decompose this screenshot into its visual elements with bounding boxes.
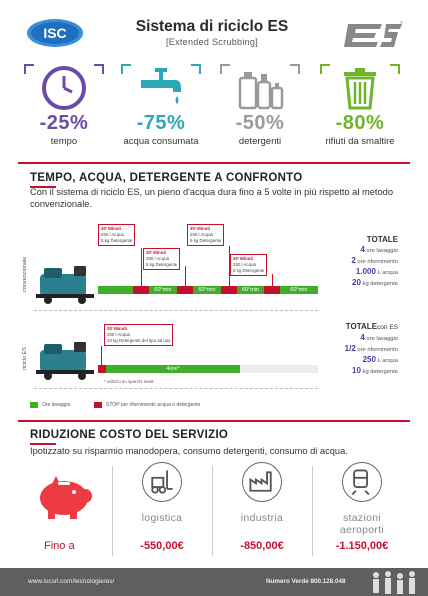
faucet-icon <box>135 62 187 114</box>
frame-corner <box>24 64 34 74</box>
stat-tempo <box>16 62 112 154</box>
segment-label: 4ore* <box>166 366 180 372</box>
stat-label: rifiuti da smaltire <box>325 136 395 147</box>
callout-leader <box>141 248 142 286</box>
totals-conventional <box>318 235 398 289</box>
train-icon <box>343 463 380 500</box>
usage-note: * utilizzo su sporchi medi <box>104 379 154 384</box>
stat-percent: -50% <box>235 112 285 134</box>
piggy-bank-icon <box>30 472 100 522</box>
callout-leader <box>185 266 186 286</box>
page-title: Sistema di riciclo ES <box>135 18 289 35</box>
cost-category: industria <box>240 512 284 524</box>
icon-circle <box>342 462 382 502</box>
cost-description: Ipotizzato su risparmio manodopera, consumo detergenti, consumo di acqua. <box>30 446 348 456</box>
frame-corner <box>290 64 300 74</box>
detergent-bottles-icon <box>234 62 286 114</box>
totals-row: 1.000 L acqua <box>355 267 398 276</box>
cost-value: -1.150,00€ <box>335 540 389 552</box>
frame-corner <box>191 64 201 74</box>
refill-callout: 30' Minuti 250 l Acqua 5 kg Detergente <box>230 254 267 276</box>
svg-text:®: ® <box>400 20 403 25</box>
stat-percent: -80% <box>335 112 385 134</box>
totals-row: 1/2 ore rifornimento <box>344 344 398 353</box>
callout-leader <box>101 346 102 365</box>
svg-text:ISC: ISC <box>43 25 67 41</box>
section-divider <box>18 162 410 164</box>
cost-row-label: Fino a <box>44 540 75 552</box>
comparison-title: TEMPO, ACQUA, DETERGENTE A CONFRONTO <box>30 172 303 184</box>
stat-label: acqua consumata <box>123 136 199 147</box>
frame-corner <box>121 64 131 74</box>
refill-stop-mark <box>177 286 193 294</box>
totals-heading: TOTALEcon ES <box>345 322 398 331</box>
legend-label: Ore lavaggio <box>42 402 71 408</box>
totals-row: 10 kg detergente <box>352 366 398 375</box>
refill-stop-mark <box>133 286 149 294</box>
stat-percent: -25% <box>39 112 89 134</box>
row-divider <box>34 310 318 311</box>
frame-corner <box>94 64 104 74</box>
stat-rifiuti <box>312 62 408 154</box>
totals-es <box>304 322 398 377</box>
clock-icon <box>38 62 90 114</box>
totals-row: 2 ore rifornimento <box>351 256 398 265</box>
refill-stop-mark <box>221 286 237 294</box>
refill-callout: 30' Minuti 250 l Acqua 5 kg Detergente <box>187 224 224 246</box>
footer-url[interactable]: www.iscsrl.com/tecnologie/es/ <box>28 578 115 585</box>
factory-icon <box>243 463 280 500</box>
segment-label: 60°min <box>241 287 260 293</box>
comparison-description: Con il sistema di riciclo ES, un pieno d'acqua dura fino a 5 volte in più rispetto al metodo convenzionale. <box>30 187 394 209</box>
frame-corner <box>220 64 230 74</box>
cost-value: -850,00€ <box>240 540 284 552</box>
stat-percent: -75% <box>136 112 186 134</box>
refill-callout: 30' Minuti 250 l Acqua 10 kg Detergente del tipo ad uso <box>104 324 173 346</box>
isc-logo <box>26 18 84 48</box>
footer <box>0 568 428 596</box>
totals-row: 4 ore lavaggio <box>360 245 398 254</box>
refill-stop-mark <box>264 286 280 294</box>
totals-row: 20 kg detergente <box>352 278 398 287</box>
cost-category: stazioni aeroporti <box>339 512 385 536</box>
row-divider <box>34 388 318 389</box>
callout-leader <box>272 274 273 286</box>
stat-detergenti <box>212 62 308 154</box>
icon-circle <box>142 462 182 502</box>
section-divider <box>18 420 410 422</box>
scrubber-machine-icon <box>34 264 98 306</box>
refill-callout: 30' Minuti 250 l Acqua 5 kg Detergente <box>143 248 180 270</box>
refill-callout: 30' Minuti 250 l Acqua 5 kg Detergente <box>98 224 135 246</box>
frame-corner <box>320 64 330 74</box>
segment-label: 60°min <box>154 287 172 293</box>
cost-value: -550,00€ <box>140 540 184 552</box>
totals-row: 250 L acqua <box>362 355 398 364</box>
scrubber-machine-icon <box>34 340 98 382</box>
trash-bin-icon <box>334 62 386 114</box>
es-logo <box>342 18 404 52</box>
cost-category: logistica <box>141 512 183 524</box>
refill-stop-mark <box>98 365 106 373</box>
totals-row: 4 ore lavaggio <box>360 333 398 342</box>
row-label-conventional: convenzionale <box>22 256 28 292</box>
cost-title: RIDUZIONE COSTO DEL SERVIZIO <box>30 429 229 441</box>
legend-swatch-red <box>94 402 102 408</box>
row-label-es: riciclo ES <box>22 347 28 370</box>
segment-label: 60°min <box>198 287 216 293</box>
stat-label: tempo <box>50 136 78 147</box>
totals-heading: TOTALE <box>366 235 398 244</box>
stat-acqua <box>113 62 209 154</box>
forklift-icon <box>143 463 180 500</box>
page-subtitle: [Extended Scrubbing] <box>165 37 259 47</box>
icon-circle <box>242 462 282 502</box>
legend-swatch-green <box>30 402 38 408</box>
frame-corner <box>390 64 400 74</box>
stat-label: detergenti <box>238 136 282 147</box>
people-silhouettes-icon <box>368 570 422 596</box>
footer-phone: Numero Verde 800.128.048 <box>266 578 346 585</box>
legend-label: STOP per rifornimento acqua e detergente <box>106 402 201 408</box>
segment-label: 60°min <box>290 287 308 293</box>
